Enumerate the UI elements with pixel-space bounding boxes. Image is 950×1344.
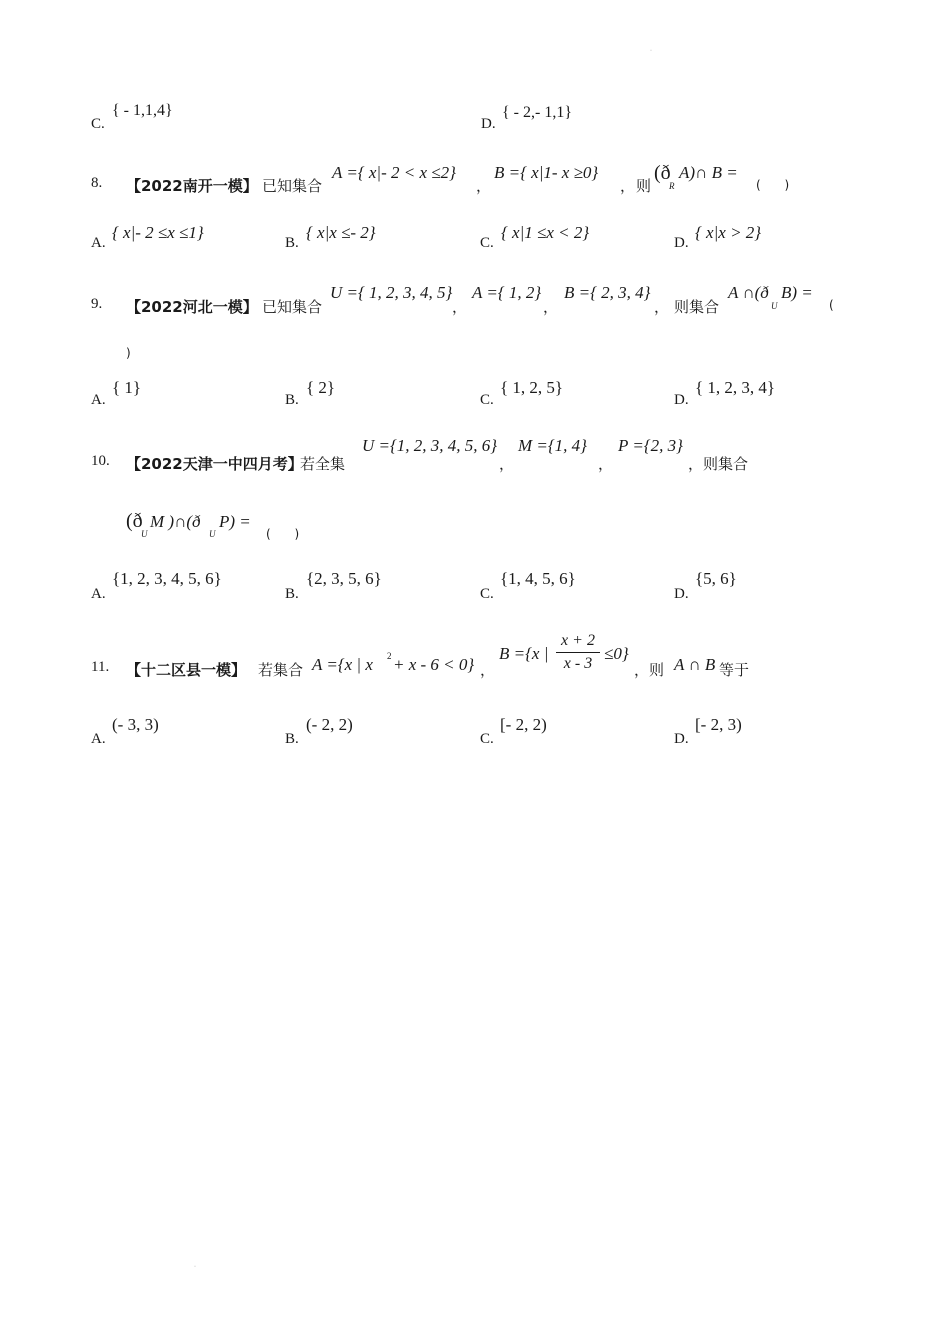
- q9-option-d: { 1, 2, 3, 4}: [695, 378, 776, 397]
- q9-option-b: { 2}: [306, 378, 336, 397]
- q8-answer-paren: ( ): [756, 178, 800, 192]
- q7-option-d-label: D.: [481, 116, 496, 132]
- q8-number: 8.: [91, 175, 103, 191]
- q11-set-a-end: + x - 6 < 0}: [393, 655, 475, 674]
- q9-comma-1: ，: [452, 298, 468, 316]
- q8-option-d-label: D.: [674, 235, 689, 251]
- q9-option-c: { 1, 2, 5}: [500, 378, 564, 397]
- q8-comma-2: ，: [620, 177, 636, 195]
- q8-option-a: { x|- 2 ≤x ≤1}: [112, 223, 204, 242]
- q8-set-a: A ={ x|- 2 < x ≤2}: [332, 163, 456, 182]
- q11-set-a-start: A ={x | x: [312, 655, 373, 674]
- q11-option-a: (- 3, 3): [112, 715, 159, 734]
- q11-expression: A ∩ B: [674, 655, 716, 674]
- q9-paren-open: (: [829, 298, 834, 312]
- q11-source: 【十二区县一模】: [126, 661, 247, 679]
- q7-option-d: { - 2,- 1,1}: [502, 104, 573, 121]
- q8-source: 【2022南开一模】: [126, 177, 258, 195]
- q11-option-d-label: D.: [674, 731, 689, 747]
- q11-set-b-start: B ={x |: [499, 644, 549, 663]
- q10-option-d-label: D.: [674, 586, 689, 602]
- q9-set-a: A ={ 1, 2}: [472, 283, 542, 302]
- q7-option-c-label: C.: [91, 116, 105, 132]
- q9-comma-2: ，: [543, 298, 559, 316]
- q9-expression-end: B) =: [781, 283, 813, 302]
- q10-option-c-label: C.: [480, 586, 494, 602]
- q8-option-b-label: B.: [285, 235, 299, 251]
- q10-option-b: {2, 3, 5, 6}: [306, 569, 382, 588]
- q11-tail: 等于: [719, 661, 750, 679]
- q11-option-b-label: B.: [285, 731, 299, 747]
- q10-set-p: P ={2, 3}: [618, 436, 683, 455]
- q10-complement-subscript-1: U: [141, 529, 148, 539]
- q8-comma-1: ，: [476, 177, 492, 195]
- q9-expression-start: A ∩(ð: [728, 283, 769, 302]
- q9-source: 【2022河北一模】: [126, 298, 258, 316]
- q10-option-b-label: B.: [285, 586, 299, 602]
- q9-stem: 已知集合: [262, 298, 323, 316]
- top-dot-mark: ·: [650, 48, 652, 54]
- q9-comma-3: ，: [654, 298, 670, 316]
- q10-answer-paren: ( ): [266, 527, 310, 541]
- q9-option-c-label: C.: [480, 392, 494, 408]
- q8-option-a-label: A.: [91, 235, 106, 251]
- q8-set-b: B ={ x|1- x ≥0}: [494, 163, 599, 182]
- q10-then: ，则集合: [688, 455, 749, 473]
- q11-option-c-label: C.: [480, 731, 494, 747]
- q11-fraction-numerator: x + 2: [561, 632, 595, 649]
- q7-option-c: { - 1,1,4}: [112, 102, 173, 119]
- q11-fraction-denominator: x - 3: [563, 655, 593, 672]
- q10-comma-2: ，: [598, 455, 614, 473]
- q11-then: ，则: [634, 661, 665, 679]
- q10-expression-middle: M )∩(ð: [150, 512, 201, 531]
- q9-set-b: B ={ 2, 3, 4}: [564, 283, 651, 302]
- q8-complement-subscript: R: [669, 181, 675, 191]
- q9-option-a-label: A.: [91, 392, 106, 408]
- q10-number: 10.: [91, 453, 110, 469]
- q10-expression-start: (ð: [126, 510, 143, 532]
- q11-option-d: [- 2, 3): [695, 715, 742, 734]
- q8-then: 则: [636, 177, 652, 195]
- q8-complement-symbol: (ð: [654, 162, 671, 184]
- q11-comma-1: ，: [480, 661, 496, 679]
- q8-option-b: { x|x ≤- 2}: [306, 223, 376, 242]
- q9-option-d-label: D.: [674, 392, 689, 408]
- q10-option-a: {1, 2, 3, 4, 5, 6}: [112, 569, 222, 588]
- q8-option-c-label: C.: [480, 235, 494, 251]
- q10-comma-1: ，: [499, 455, 515, 473]
- q9-paren-close: ): [126, 346, 131, 360]
- q10-option-d: {5, 6}: [695, 569, 737, 588]
- q9-complement-subscript: U: [771, 301, 778, 311]
- q10-set-u: U ={1, 2, 3, 4, 5, 6}: [362, 436, 498, 455]
- q10-source: 【2022天津一中四月考】: [126, 455, 303, 473]
- q10-option-a-label: A.: [91, 586, 106, 602]
- q8-stem: 已知集合: [262, 177, 323, 195]
- q11-set-a-exponent: 2: [387, 651, 392, 661]
- q10-set-m: M ={1, 4}: [518, 436, 587, 455]
- q11-number: 11.: [91, 659, 110, 675]
- q10-complement-subscript-2: U: [209, 529, 216, 539]
- q9-option-b-label: B.: [285, 392, 299, 408]
- q11-fraction: [556, 631, 600, 674]
- q9-then: 则集合: [674, 298, 720, 316]
- q9-set-u: U ={ 1, 2, 3, 4, 5}: [330, 283, 453, 302]
- bottom-dot-mark: ·: [194, 1264, 196, 1270]
- q8-option-d: { x|x > 2}: [695, 223, 762, 242]
- q10-stem: 若全集: [300, 455, 346, 473]
- q11-fraction-bar: [556, 652, 600, 653]
- q8-option-c: { x|1 ≤x < 2}: [501, 223, 590, 242]
- q11-option-a-label: A.: [91, 731, 106, 747]
- q9-number: 9.: [91, 296, 103, 312]
- q10-expression-end: P) =: [219, 512, 251, 531]
- q11-option-c: [- 2, 2): [500, 715, 547, 734]
- q8-expression: A)∩ B =: [679, 163, 738, 182]
- q11-option-b: (- 2, 2): [306, 715, 353, 734]
- q9-option-a: { 1}: [112, 378, 142, 397]
- q11-stem: 若集合: [258, 661, 304, 679]
- q11-set-b-end: ≤0}: [604, 644, 629, 663]
- q10-option-c: {1, 4, 5, 6}: [500, 569, 576, 588]
